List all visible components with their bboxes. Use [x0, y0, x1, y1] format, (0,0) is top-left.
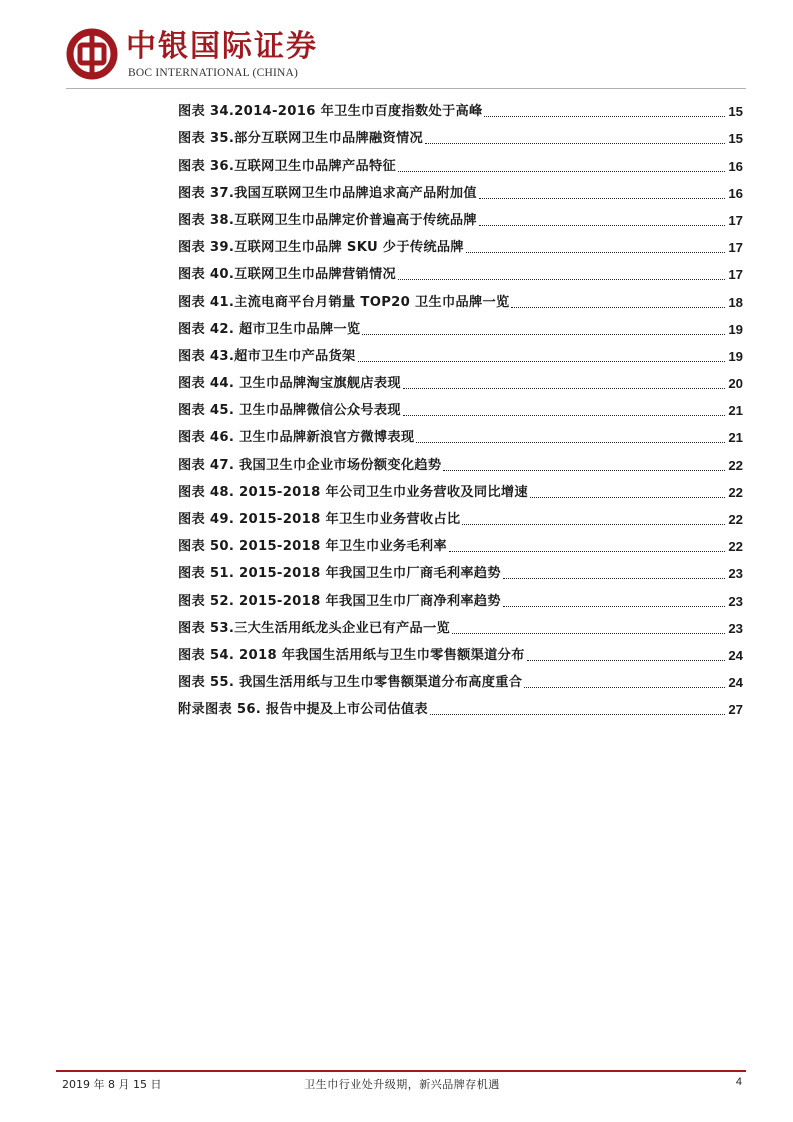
toc-dot-leader	[443, 469, 725, 471]
brand-name-cn: 中银国际证券	[126, 29, 318, 64]
toc-dot-leader	[479, 224, 725, 226]
toc-entry-title[interactable]: 图表 51. 2015-2018 年我国卫生巾厂商毛利率趋势	[178, 566, 501, 582]
toc-dot-leader	[524, 686, 725, 688]
toc-entry-title[interactable]: 图表 44. 卫生巾品牌淘宝旗舰店表现	[178, 376, 401, 392]
toc-entry-title[interactable]: 图表 40.互联网卫生巾品牌营销情况	[178, 267, 396, 283]
toc-entry[interactable]	[178, 503, 743, 530]
toc-entry-title[interactable]: 图表 35.部分互联网卫生巾品牌融资情况	[178, 131, 423, 147]
toc-entry-page[interactable]: 23	[728, 620, 743, 636]
toc-entry-title[interactable]: 图表 48. 2015-2018 年公司卫生巾业务营收及同比增速	[178, 484, 528, 500]
toc-entry-page[interactable]: 15	[728, 104, 743, 120]
toc-entry[interactable]	[178, 584, 743, 611]
toc-entry-page[interactable]: 27	[728, 702, 743, 718]
toc-entry[interactable]	[178, 149, 743, 176]
toc-dot-leader	[358, 360, 725, 362]
toc-entry[interactable]	[178, 122, 743, 149]
toc-entry[interactable]	[178, 666, 743, 693]
toc-entry[interactable]	[178, 95, 743, 122]
toc-entry-title[interactable]: 图表 52. 2015-2018 年我国卫生巾厂商净利率趋势	[178, 593, 501, 609]
toc-entry-title[interactable]: 图表 55. 我国生活用纸与卫生巾零售额渠道分布高度重合	[178, 675, 523, 691]
toc-dot-leader	[503, 577, 725, 579]
toc-entry[interactable]	[178, 476, 743, 503]
toc-entry[interactable]	[178, 231, 743, 258]
toc-dot-leader	[462, 523, 725, 525]
footer-date: 2019 年 8 月 15 日	[62, 1078, 162, 1091]
toc-entry[interactable]	[178, 448, 743, 475]
toc-entry-page[interactable]: 16	[728, 185, 743, 201]
toc-entry-title[interactable]: 图表 54. 2018 年我国生活用纸与卫生巾零售额渠道分布	[178, 647, 525, 663]
toc-entry-title[interactable]: 图表 43.超市卫生巾产品货架	[178, 348, 356, 364]
toc-dot-leader	[511, 306, 725, 308]
toc-entry[interactable]	[178, 340, 743, 367]
toc-dot-leader	[484, 115, 725, 117]
toc-entry-title[interactable]: 图表 36.互联网卫生巾品牌产品特征	[178, 158, 396, 174]
toc-entry-page[interactable]: 16	[728, 158, 743, 174]
toc-dot-leader	[479, 197, 725, 199]
toc-dot-leader	[503, 605, 725, 607]
toc-entry-title[interactable]: 图表 39.互联网卫生巾品牌 SKU 少于传统品牌	[178, 240, 464, 256]
toc-entry-page[interactable]: 19	[728, 321, 743, 337]
toc-entry[interactable]	[178, 394, 743, 421]
toc-entry[interactable]	[178, 367, 743, 394]
toc-entry-page[interactable]: 21	[728, 403, 743, 419]
brand-name-en: BOC INTERNATIONAL (CHINA)	[128, 67, 299, 79]
toc-entry-page[interactable]: 22	[728, 512, 743, 527]
toc-entry-title[interactable]: 图表 46. 卫生巾品牌新浪官方微博表现	[178, 430, 415, 446]
toc-entry[interactable]	[178, 258, 743, 285]
toc-entry-title[interactable]: 图表 42. 超市卫生巾品牌一览	[178, 321, 361, 337]
toc-dot-leader	[425, 142, 725, 144]
toc-entry-title[interactable]: 图表 45. 卫生巾品牌微信公众号表现	[178, 403, 401, 419]
toc-entry-page[interactable]: 17	[728, 267, 743, 283]
toc-dot-leader	[398, 278, 725, 280]
toc-entry-title[interactable]: 图表 37.我国互联网卫生巾品牌追求高产品附加值	[178, 185, 477, 201]
footer-page-number: 4	[735, 1076, 742, 1088]
toc-entry[interactable]	[178, 177, 743, 204]
toc-entry-page[interactable]: 21	[728, 430, 743, 446]
toc-entry-title[interactable]: 图表 49. 2015-2018 年卫生巾业务营收占比	[178, 512, 461, 527]
table-of-figures	[178, 95, 743, 720]
page-footer	[62, 1076, 742, 1094]
toc-entry[interactable]	[178, 530, 743, 557]
toc-entry[interactable]	[178, 313, 743, 340]
toc-entry-page[interactable]: 17	[728, 212, 743, 228]
toc-entry-page[interactable]: 24	[728, 675, 743, 691]
toc-entry-page[interactable]: 15	[728, 131, 743, 147]
toc-entry-page[interactable]: 24	[728, 647, 743, 663]
footer-divider	[56, 1070, 746, 1072]
toc-entry[interactable]	[178, 204, 743, 231]
toc-entry-page[interactable]: 18	[728, 294, 743, 310]
boc-logo-icon	[66, 28, 118, 80]
toc-entry-title[interactable]: 图表 53.三大生活用纸龙头企业已有产品一览	[178, 620, 450, 636]
toc-entry[interactable]	[178, 557, 743, 584]
toc-dot-leader	[466, 251, 725, 253]
toc-entry-title[interactable]: 附录图表 56. 报告中提及上市公司估值表	[178, 702, 428, 718]
toc-entry[interactable]	[178, 693, 743, 720]
toc-entry-page[interactable]: 22	[728, 539, 743, 555]
toc-entry-page[interactable]: 22	[728, 457, 743, 473]
footer-report-title: 卫生巾行业处升级期，新兴品牌存机遇	[304, 1078, 500, 1091]
toc-entry[interactable]	[178, 285, 743, 312]
toc-entry-title[interactable]: 图表 34.2014-2016 年卫生巾百度指数处于高峰	[178, 104, 483, 120]
toc-entry-title[interactable]: 图表 47. 我国卫生巾企业市场份额变化趋势	[178, 457, 442, 473]
toc-entry-page[interactable]: 20	[728, 376, 743, 392]
toc-dot-leader	[398, 170, 725, 172]
header-divider	[66, 88, 746, 89]
toc-dot-leader	[430, 713, 725, 715]
toc-dot-leader	[449, 550, 725, 552]
toc-entry-page[interactable]: 23	[728, 593, 743, 609]
toc-entry-title[interactable]: 图表 41.主流电商平台月销量 TOP20 卫生巾品牌一览	[178, 294, 510, 310]
toc-entry-title[interactable]: 图表 38.互联网卫生巾品牌定价普遍高于传统品牌	[178, 212, 477, 228]
toc-entry-page[interactable]: 22	[728, 484, 743, 500]
toc-entry-title[interactable]: 图表 50. 2015-2018 年卫生巾业务毛利率	[178, 539, 447, 555]
toc-dot-leader	[403, 387, 725, 389]
toc-entry[interactable]	[178, 639, 743, 666]
toc-entry[interactable]	[178, 421, 743, 448]
toc-dot-leader	[530, 496, 725, 498]
toc-dot-leader	[403, 414, 725, 416]
page-header	[66, 28, 746, 90]
toc-entry-page[interactable]: 17	[728, 240, 743, 256]
toc-dot-leader	[527, 659, 725, 661]
toc-dot-leader	[452, 632, 725, 634]
toc-entry-page[interactable]: 23	[728, 566, 743, 582]
toc-entry[interactable]	[178, 612, 743, 639]
toc-dot-leader	[362, 333, 725, 335]
toc-dot-leader	[416, 441, 725, 443]
toc-entry-page[interactable]: 19	[728, 348, 743, 364]
